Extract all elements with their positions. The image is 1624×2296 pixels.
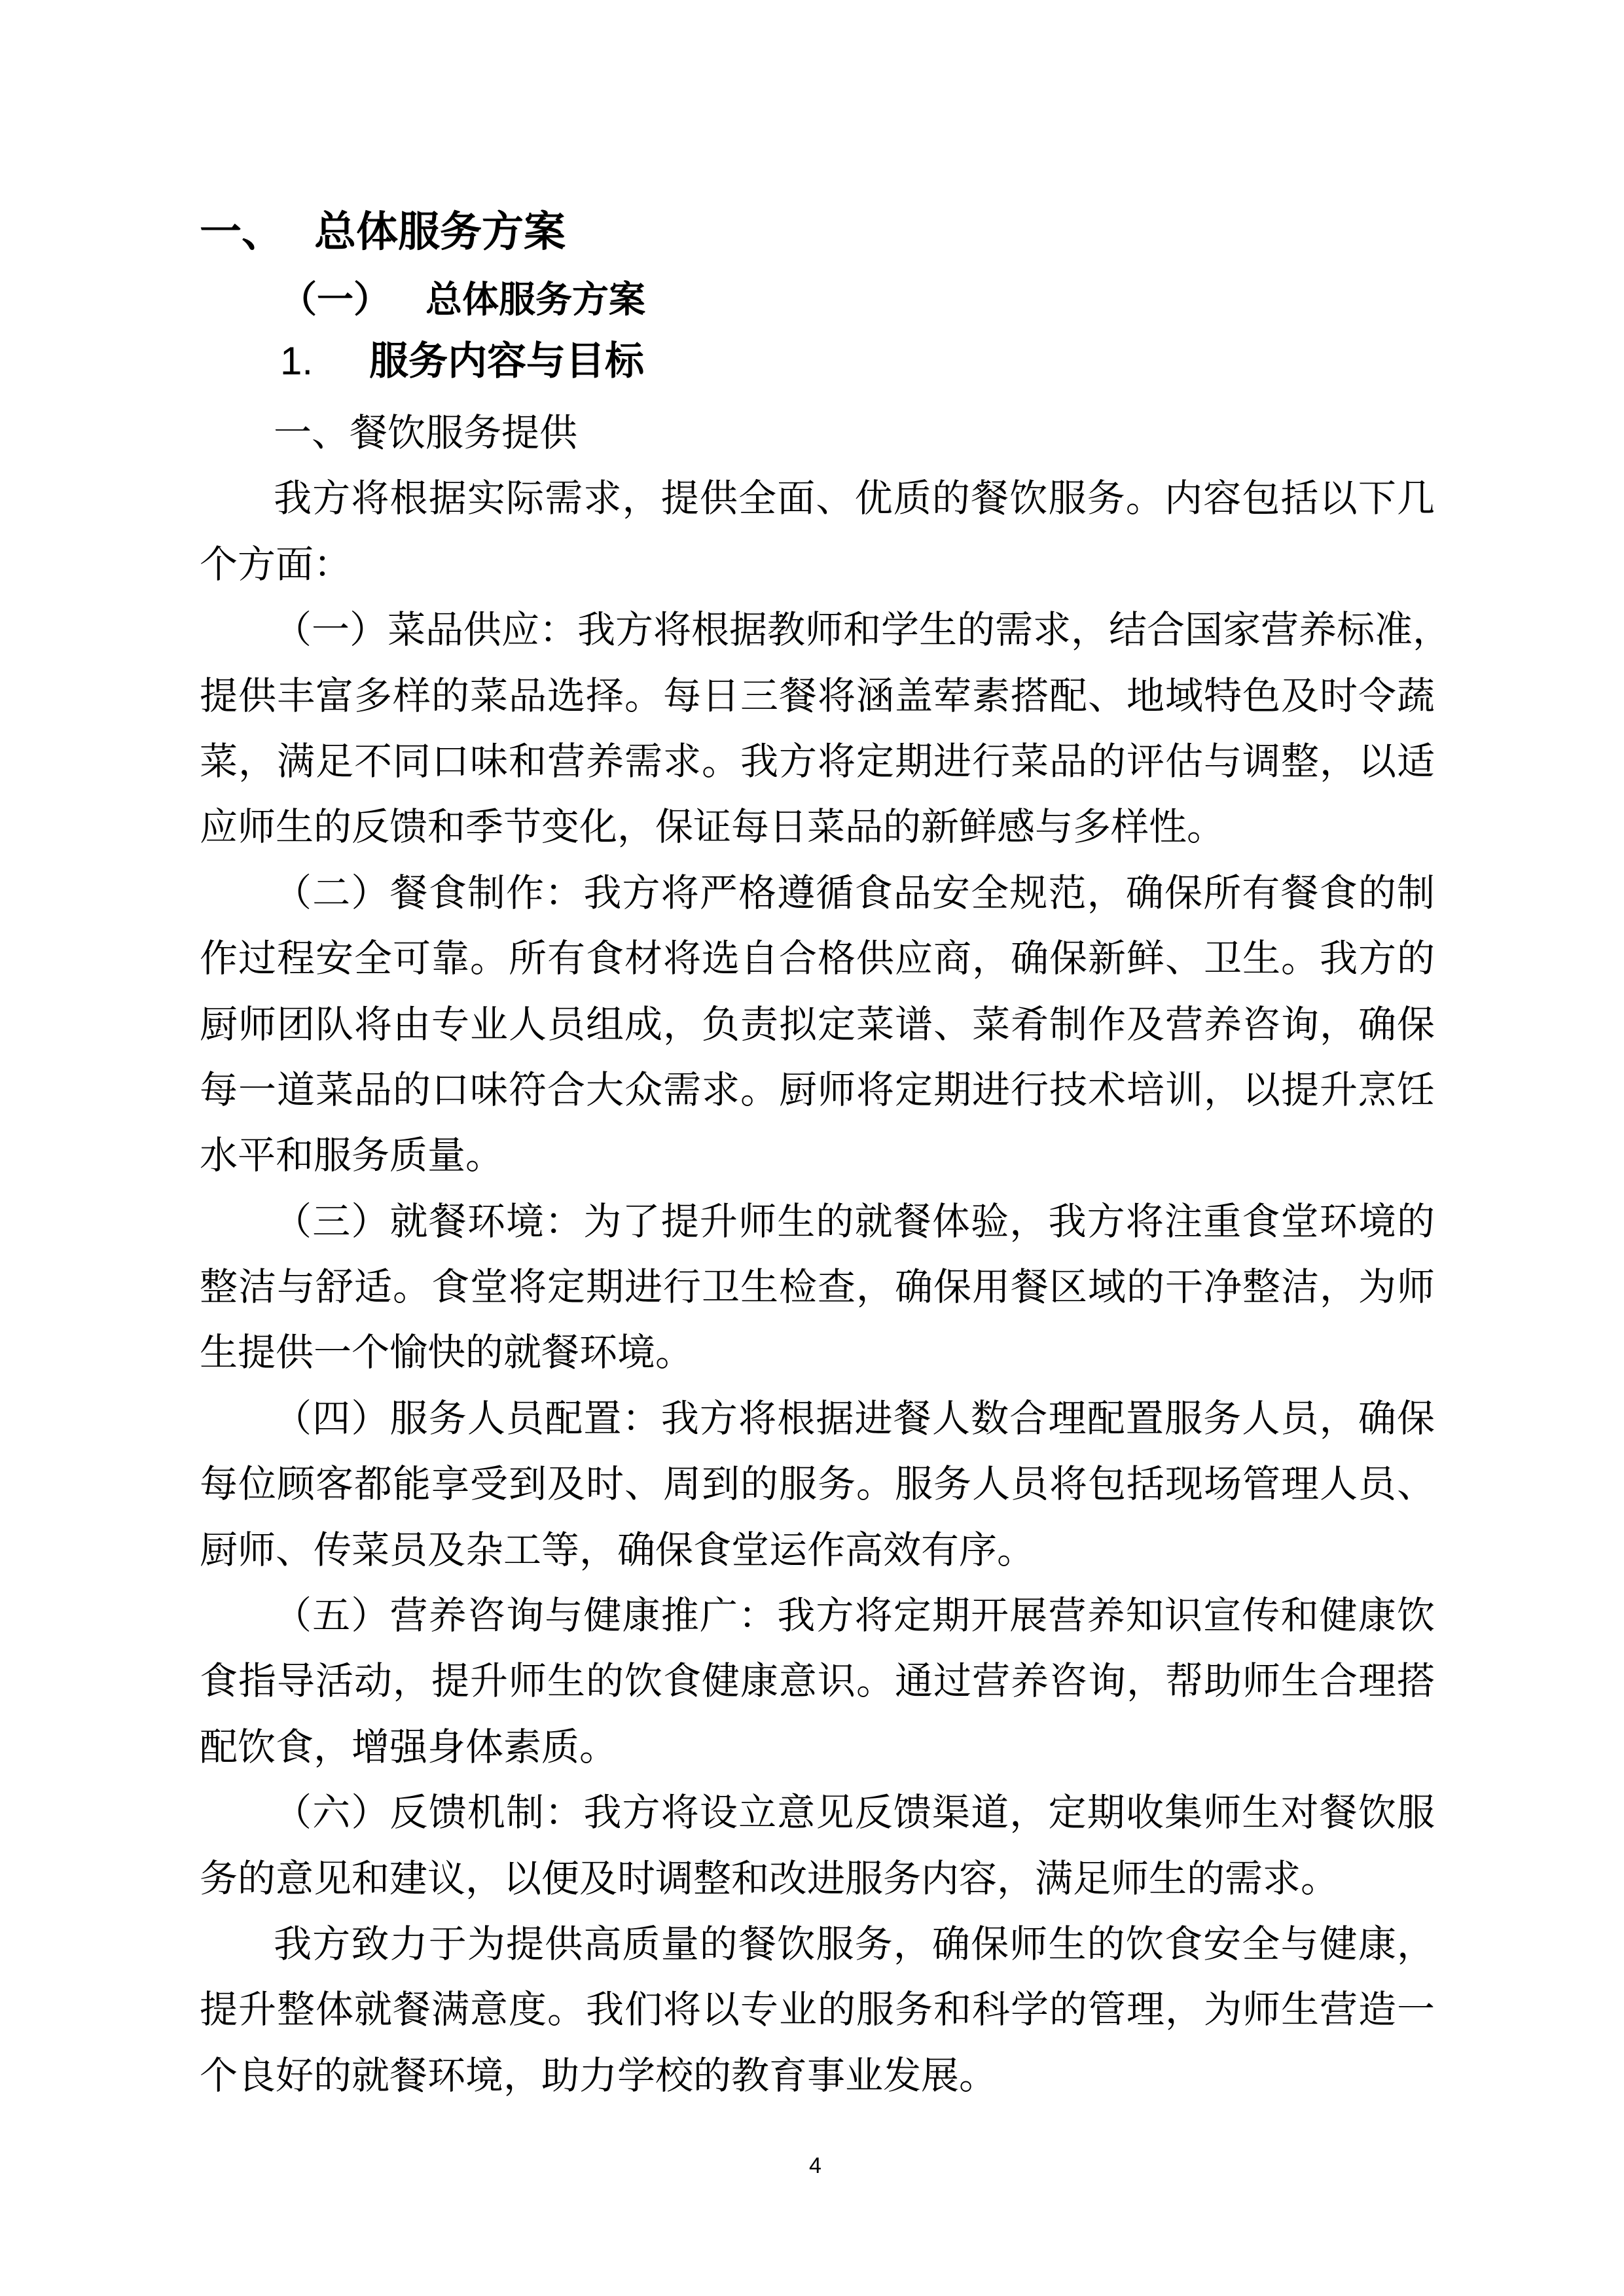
text-line: （二）餐食制作：我方将严格遵循食品安全规范，确保所有餐食的制 (274, 870, 1435, 915)
paragraph (200, 1189, 1435, 1386)
text-line: 配饮食，增强身体素质。 (200, 1724, 618, 1769)
text-line: 个良好的就餐环境，助力学校的教育事业发展。 (200, 2053, 998, 2098)
text-line: （五）营养咨询与健康推广：我方将定期开展营养知识宣传和健康饮 (274, 1593, 1435, 1638)
text-line: （一）菜品供应：我方将根据教师和学生的需求，结合国家营养标准， (274, 607, 1451, 653)
text-line: （三）就餐环境：为了提升师生的就餐体验，我方将注重食堂环境的 (274, 1198, 1435, 1244)
paragraph (200, 1583, 1435, 1780)
text-line: 生提供一个愉快的就餐环境。 (200, 1330, 694, 1375)
text-line: 我方致力于为提供高质量的餐饮服务，确保师生的饮食安全与健康， (274, 1921, 1435, 1966)
text-line: 作过程安全可靠。所有食材将选自合格供应商，确保新鲜、卫生。我方的 (200, 936, 1435, 981)
text-line: （四）服务人员配置：我方将根据进餐人数合理配置服务人员，确保 (274, 1395, 1435, 1441)
text-line: 个方面： (200, 541, 352, 586)
paragraph (200, 1911, 1435, 2108)
paragraph (200, 1780, 1435, 1911)
heading-level3-title: 服务内容与目标 (369, 339, 644, 383)
text-line: 整洁与舒适。食堂将定期进行卫生检查，确保用餐区域的干净整洁，为师 (200, 1265, 1435, 1310)
text-line: 每位顾客都能享受到及时、周到的服务。服务人员将包括现场管理人员、 (200, 1462, 1435, 1507)
page-number: 4 (809, 2153, 821, 2178)
text-line: 食指导活动，提升师生的饮食健康意识。通过营养咨询，帮助师生合理搭 (200, 1659, 1435, 1704)
text-line: 厨师团队将由专业人员组成，负责拟定菜谱、菜肴制作及营养咨询，确保 (200, 1001, 1435, 1047)
heading-level3-number: 1. (280, 339, 314, 383)
paragraph (200, 1386, 1435, 1583)
text-line: 务的意见和建议，以便及时调整和改进服务内容，满足师生的需求。 (200, 1856, 1339, 1901)
text-line: 厨师、传菜员及杂工等，确保食堂运作高效有序。 (200, 1527, 1036, 1572)
heading-level1-number: 一、 (200, 208, 283, 255)
text-line: 一、餐饮服务提供 (274, 410, 578, 455)
heading-level2-title: 总体服务方案 (425, 279, 645, 320)
paragraph (200, 400, 1435, 465)
document-body (200, 400, 1451, 2108)
text-line: 提升整体就餐满意度。我们将以专业的服务和科学的管理，为师生营造一 (200, 1987, 1435, 2032)
paragraph (200, 465, 1435, 597)
heading-level2-number: （一） (280, 279, 390, 320)
heading-level1-title: 总体服务方案 (314, 208, 566, 255)
text-line: 应师生的反馈和季节变化，保证每日菜品的新鲜感与多样性。 (200, 804, 1225, 850)
paragraph (200, 860, 1435, 1189)
paragraph (200, 597, 1451, 860)
text-line: 提供丰富多样的菜品选择。每日三餐将涵盖荤素搭配、地域特色及时令蔬 (200, 673, 1435, 718)
text-line: 我方将根据实际需求，提供全面、优质的餐饮服务。内容包括以下几 (274, 476, 1435, 521)
text-line: （六）反馈机制：我方将设立意见反馈渠道，定期收集师生对餐饮服 (274, 1790, 1435, 1835)
text-line: 每一道菜品的口味符合大众需求。厨师将定期进行技术培训，以提升烹饪 (200, 1067, 1435, 1112)
text-line: 菜，满足不同口味和营养需求。我方将定期进行菜品的评估与调整，以适 (200, 738, 1435, 783)
text-line: 水平和服务质量。 (200, 1133, 504, 1178)
